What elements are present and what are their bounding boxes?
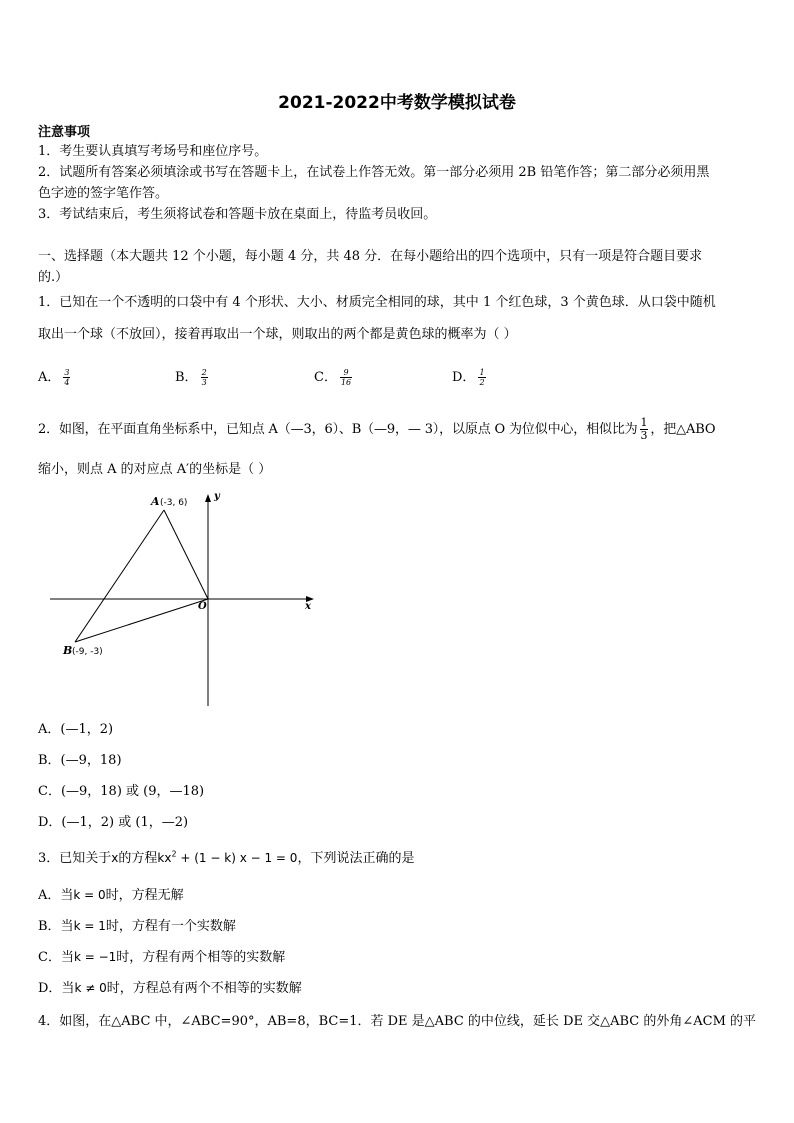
- ratio-numerator: 1: [640, 416, 648, 429]
- notice-item: 3．考试结束后，考生须将试卷和答题卡放在桌面上，待监考员收回。: [38, 207, 437, 222]
- q2-option-d[interactable]: D．(—1，2) 或 (1，—2): [38, 815, 189, 830]
- fraction-denominator: 4: [64, 378, 70, 387]
- option-text: 时，方程有一个实数解: [105, 919, 236, 934]
- option-condition: k = 1: [73, 919, 106, 933]
- option-label: B．: [175, 370, 198, 385]
- q1-option-a[interactable]: [38, 366, 70, 387]
- q3-option-a[interactable]: [38, 884, 184, 903]
- option-label: A．: [38, 370, 61, 385]
- y-axis-label: y: [214, 491, 220, 502]
- segment-AB: [75, 510, 164, 642]
- q3-exponent: 2: [171, 849, 177, 859]
- q3-equation-a: kx: [157, 851, 172, 865]
- question-2-text-cont: 缩小，则点 A 的对应点 A′的坐标是（ ）: [38, 462, 272, 477]
- option-condition: k ≠ 0: [74, 981, 107, 995]
- fraction: [63, 368, 70, 387]
- fraction: [201, 368, 208, 387]
- option-text: 时，方程无解: [105, 888, 184, 903]
- q3-prefix: 3．已知关于: [38, 851, 112, 866]
- option-condition: k = 0: [73, 888, 106, 902]
- notice-item: 1．考生要认真填写考场号和座位序号。: [38, 144, 268, 159]
- ratio-denominator: 3: [640, 429, 648, 442]
- q1-option-b[interactable]: [175, 366, 208, 387]
- q1-option-d[interactable]: [452, 366, 486, 387]
- q1-option-c[interactable]: [314, 366, 352, 387]
- fraction-numerator: 3: [64, 368, 70, 377]
- question-4-text: 4．如图，在△ABC 中，∠ABC=90°，AB=8，BC=1．若 DE 是△ABC 的中位线，延长 DE 交△ABC 的外角∠ACM 的平: [38, 1014, 757, 1029]
- q3-option-c[interactable]: [38, 946, 285, 965]
- fraction-denominator: 3: [201, 378, 207, 387]
- fraction: [340, 368, 352, 387]
- point-A-coord: (-3, 6): [160, 498, 188, 508]
- q2-option-b[interactable]: B．(—9，18): [38, 753, 122, 768]
- fraction-denominator: 16: [340, 378, 352, 387]
- section-heading: 一、选择题（本大题共 12 个小题，每小题 4 分，共 48 分．在每小题给出的四个选项中，只有一项是符合题目要求: [38, 249, 703, 264]
- point-A-label: A: [151, 495, 160, 508]
- question-2-text: [38, 417, 715, 442]
- question-2-text-b: ，把△ABO: [650, 422, 716, 437]
- option-label: C．当: [38, 950, 74, 965]
- option-condition: k = −1: [73, 950, 117, 964]
- question-2-text-a: 2．如图，在平面直角坐标系中，已知点 A（—3，6）、B（—9，— 3），以原点 O 为位似中心，相似比为: [38, 422, 638, 437]
- x-axis-label: x: [305, 601, 311, 612]
- fraction-numerator: 1: [479, 368, 485, 377]
- option-label: C．: [314, 370, 337, 385]
- option-text: 时，方程有两个相等的实数解: [116, 950, 286, 965]
- option-text: 时，方程总有两个不相等的实数解: [106, 981, 302, 996]
- question-1-text-cont: 取出一个球（不放回），接着再取出一个球，则取出的两个都是黄色球的概率为（ ）: [38, 327, 517, 342]
- fraction-denominator: 2: [479, 378, 485, 387]
- q3-variable: x: [111, 851, 119, 865]
- segment-BO: [75, 599, 208, 642]
- q3-option-d[interactable]: [38, 977, 302, 996]
- option-label: A．当: [38, 888, 74, 903]
- q3-option-b[interactable]: [38, 915, 236, 934]
- q3-suffix: ，下列说法正确的是: [297, 851, 415, 866]
- q2-option-a[interactable]: A．(—1，2): [38, 722, 114, 737]
- ratio-fraction: [640, 417, 649, 442]
- segment-OA: [164, 510, 208, 599]
- question-1-text: 1．已知在一个不透明的口袋中有 4 个形状、大小、材质完全相同的球，其中 1 个红色球，3 个黄色球．从口袋中随机: [38, 295, 716, 310]
- fraction: [478, 368, 485, 387]
- option-label: B．当: [38, 919, 74, 934]
- question-3-text: [38, 847, 414, 866]
- coordinate-figure: [44, 486, 324, 711]
- point-B-label: B: [63, 644, 73, 657]
- page-title: 2021-2022中考数学模拟试卷: [278, 93, 516, 113]
- q3-mid: 的方程: [118, 851, 158, 866]
- section-heading-cont: 的.）: [38, 270, 69, 285]
- point-B-coord: (-9, -3): [72, 647, 103, 657]
- notice-item: 色字迹的签字笔作答。: [38, 186, 169, 201]
- notice-heading: 注意事项: [38, 125, 91, 140]
- fraction-numerator: 9: [340, 368, 352, 378]
- y-axis-arrow-icon: [205, 494, 211, 502]
- option-label: D．: [452, 370, 476, 385]
- fraction-numerator: 2: [201, 368, 207, 377]
- origin-label: O: [198, 601, 207, 612]
- option-label: D．当: [38, 981, 75, 996]
- q2-option-c[interactable]: C．(—9，18) 或 (9，—18): [38, 784, 205, 799]
- q3-equation-b: + (1 − k) x − 1 = 0: [176, 851, 298, 865]
- notice-item: 2．试题所有答案必须填涂或书写在答题卡上，在试卷上作答无效。第一部分必须用 2B 铅笔作答；第二部分必须用黑: [38, 165, 710, 180]
